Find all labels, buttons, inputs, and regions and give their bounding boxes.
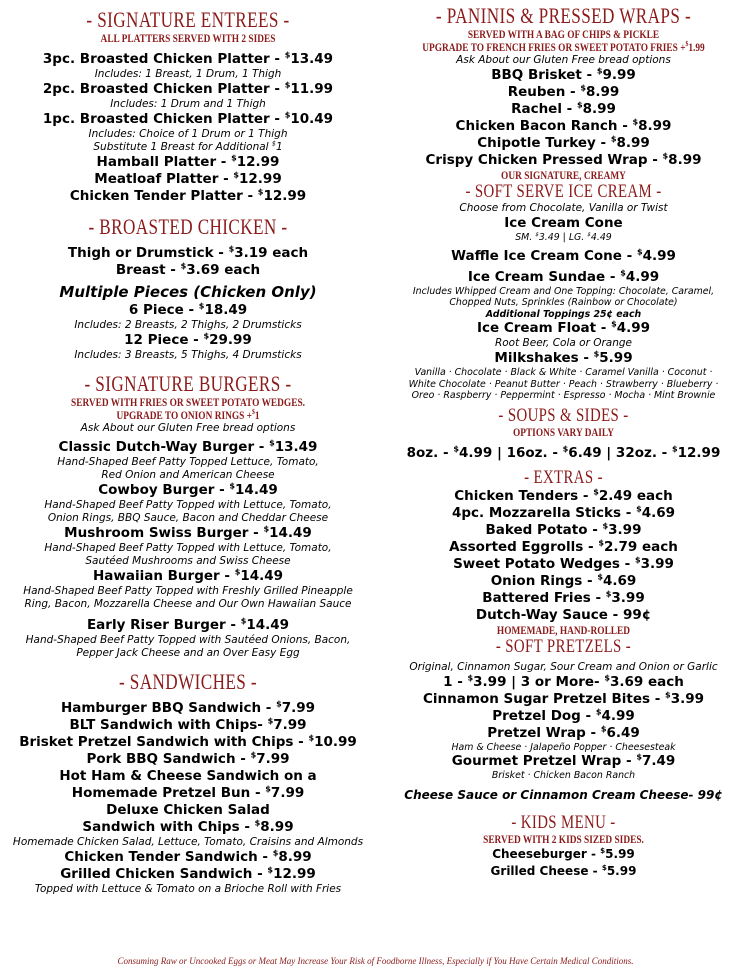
menu-item: Chicken Bacon Ranch - $8.99: [455, 116, 672, 134]
menu-item: Pretzel Wrap - $6.49: [487, 723, 640, 741]
section-title-soft-pretzels: - SOFT PRETZELS -: [417, 637, 710, 657]
menu-item: Early Riser Burger - $14.49: [86, 615, 290, 633]
menu-item: Cowboy Burger - $14.49: [98, 480, 278, 498]
section-title-signature-entrees: - SIGNATURE ENTREES -: [41, 8, 334, 32]
section-subtitle: SERVED WITH A BAG OF CHIPS & PICKLE: [467, 27, 660, 41]
menu-item: 12 Piece - $29.99: [124, 330, 252, 348]
item-description: Includes: 1 Drum and 1 Thigh: [110, 98, 266, 110]
menu-item: Onion Rings - $4.69: [490, 571, 637, 589]
menu-item: Meatloaf Platter - $12.99: [94, 169, 282, 187]
menu-item: Cheese Sauce or Cinnamon Cream Cheese- 99¢: [404, 787, 723, 802]
item-description: Includes: Choice of 1 Drum or 1 Thigh: [88, 128, 288, 140]
item-description: Additional Toppings 25¢ each: [485, 308, 642, 320]
item-description: Chopped Nuts, Sprinkles (Rainbow or Chocolate): [449, 297, 678, 308]
menu-item: Cheeseburger - $5.99: [492, 845, 635, 861]
menu-item: Milkshakes - $5.99: [494, 348, 633, 366]
menu-item: Grilled Cheese - $5.99: [490, 862, 637, 878]
item-description: Includes: 1 Breast, 1 Drum, 1 Thigh: [94, 68, 282, 80]
section-title-signature-burgers: - SIGNATURE BURGERS -: [41, 372, 334, 396]
menu-item: Chipotle Turkey - $8.99: [477, 133, 650, 151]
menu-item: Crispy Chicken Pressed Wrap - $8.99: [425, 150, 702, 168]
section-title-ice-cream: - SOFT SERVE ICE CREAM -: [417, 182, 710, 202]
menu-item: Hawaiian Burger - $14.49: [92, 566, 284, 584]
item-description: White Chocolate · Peanut Butter · Peach · Strawberry · Blueberry ·: [408, 378, 719, 390]
menu-item: Reuben - $8.99: [507, 82, 620, 100]
menu-item: Baked Potato - $3.99: [485, 520, 642, 538]
item-description: Hand-Shaped Beef Patty Topped with Lettuce, Tomato,: [44, 499, 332, 511]
item-description: Vanilla · Chocolate · Black & White · Caramel Vanilla · Coconut ·: [414, 367, 713, 378]
menu-item: Grilled Chicken Sandwich - $12.99: [60, 864, 316, 882]
menu-item: Chicken Tenders - $2.49 each: [454, 486, 673, 504]
menu-item: Battered Fries - $3.99: [482, 588, 645, 606]
section-note: Ask About our Gluten Free bread options: [80, 422, 296, 434]
item-description: Pepper Jack Cheese and an Over Easy Egg: [76, 647, 300, 659]
menu-item: Mushroom Swiss Burger - $14.49: [64, 523, 312, 541]
section-title-sandwiches: - SANDWICHES -: [41, 670, 334, 694]
item-description: Topped with Lettuce & Tomato on a Brioche Roll with Fries: [34, 883, 342, 895]
menu-item: Hot Ham & Cheese Sandwich on a: [59, 768, 317, 784]
item-description: Hand-Shaped Beef Patty Topped with Freshly Grilled Pineapple: [23, 585, 353, 597]
menu-item: 2pc. Broasted Chicken Platter - $11.99: [42, 79, 334, 97]
menu-item: Rachel - $8.99: [511, 99, 616, 117]
menu-item: Pretzel Dog - $4.99: [492, 706, 635, 724]
section-title-paninis: - PANINIS & PRESSED WRAPS -: [417, 4, 710, 28]
menu-item: Waffle Ice Cream Cone - $4.99: [451, 246, 676, 264]
item-description: Sautéed Mushrooms and Swiss Cheese: [85, 555, 291, 567]
item-description: Root Beer, Cola or Orange: [494, 337, 633, 349]
menu-item: Thigh or Drumstick - $3.19 each: [67, 243, 309, 261]
section-subtitle: ALL PLATTERS SERVED WITH 2 SIDES: [100, 31, 276, 45]
menu-item: Breast - $3.69 each: [115, 260, 261, 278]
item-description: Substitute 1 Breast for Additional $1: [93, 140, 283, 153]
section-subtitle: SERVED WITH 2 KIDS SIZED SIDES.: [483, 831, 644, 846]
health-disclaimer: Consuming Raw or Uncooked Eggs or Meat May Increase Your Risk of Foodborne Illness, Especially if You Have Certain Medical Conditions.: [117, 956, 634, 966]
item-description: Hand-Shaped Beef Patty Topped Lettuce, Tomato,: [57, 456, 319, 468]
item-description: Red Onion and American Cheese: [101, 469, 275, 481]
section-subtitle: OPTIONS VARY DAILY: [512, 424, 615, 439]
right-column: [376, 0, 751, 880]
menu-item: 1 - $3.99 | 3 or More- $3.69 each: [443, 672, 684, 690]
menu-item: Gourmet Pretzel Wrap - $7.49: [451, 751, 676, 769]
section-pretitle: HOMEMADE, HAND-ROLLED: [496, 622, 631, 637]
menu-item: Cinnamon Sugar Pretzel Bites - $3.99: [422, 689, 704, 707]
section-subtitle: SERVED WITH FRIES OR SWEET POTATO WEDGES.: [71, 395, 305, 409]
menu-item: Brisket Pretzel Sandwich with Chips - $10.99: [19, 732, 357, 750]
item-description: Hand-Shaped Beef Patty Topped with Lettuce, Tomato,: [44, 542, 332, 554]
menu-item: Pork BBQ Sandwich - $7.99: [86, 749, 290, 767]
menu-item: 6 Piece - $18.49: [128, 300, 248, 318]
item-description: Brisket · Chicken Bacon Ranch: [491, 770, 636, 781]
item-description: Includes Whipped Cream and One Topping: Chocolate, Caramel,: [412, 285, 715, 297]
menu-item: Chicken Tender Sandwich - $8.99: [64, 847, 312, 865]
section-title-broasted-chicken: - BROASTED CHICKEN -: [41, 215, 334, 239]
item-description: Hand-Shaped Beef Patty Topped with Sautéed Onions, Bacon,: [25, 634, 351, 646]
section-note: Original, Cinnamon Sugar, Sour Cream and Onion or Garlic: [409, 660, 718, 673]
menu-item: Ice Cream Cone: [504, 215, 623, 231]
section-title-kids-menu: - KIDS MENU -: [417, 813, 710, 833]
menu-item: Deluxe Chicken Salad: [106, 802, 270, 818]
menu-item: Dutch-Way Sauce - 99¢: [475, 606, 652, 623]
menu-item: 4pc. Mozzarella Sticks - $4.69: [451, 503, 676, 521]
item-description: Ring, Bacon, Mozzarella Cheese and Our Own Hawaiian Sauce: [24, 598, 352, 610]
section-pretitle: OUR SIGNATURE, CREAMY: [501, 168, 626, 182]
menu-item: 1pc. Broasted Chicken Platter - $10.49: [42, 109, 334, 127]
section-title-soups-sides: - SOUPS & SIDES -: [417, 406, 710, 426]
item-description: Ham & Cheese · Jalapeño Popper · Cheesesteak: [451, 741, 676, 753]
menu-item: Sandwich with Chips - $8.99: [82, 817, 294, 835]
menu-item: Chicken Tender Platter - $12.99: [69, 186, 307, 204]
section-note: Ask About our Gluten Free bread options: [456, 54, 671, 66]
menu-item: Ice Cream Sundae - $4.99: [467, 267, 660, 285]
menu-item: Ice Cream Float - $4.99: [476, 318, 651, 336]
menu-item: Assorted Eggrolls - $2.79 each: [449, 537, 678, 555]
item-description: SM. $3.49 | LG. $4.49: [515, 231, 612, 243]
menu-item: Classic Dutch-Way Burger - $13.49: [58, 437, 318, 455]
menu-item: Sweet Potato Wedges - $3.99: [453, 554, 674, 572]
menu-item: Hamball Platter - $12.99: [96, 152, 280, 170]
item-description: Includes: 3 Breasts, 5 Thighs, 4 Drumsticks: [74, 349, 302, 361]
section-subtitle: UPGRADE TO ONION RINGS +$1: [116, 408, 260, 422]
menu-item: 8oz. - $4.99 | 16oz. - $6.49 | 32oz. - $12.99: [406, 443, 721, 461]
section-subtitle: UPGRADE TO FRENCH FRIES OR SWEET POTATO FRIES +$1.99: [422, 40, 705, 54]
menu-item: BLT Sandwich with Chips- $7.99: [69, 715, 307, 733]
section-note: Choose from Chocolate, Vanilla or Twist: [459, 202, 668, 214]
menu-item: BBQ Brisket - $9.99: [491, 65, 636, 83]
item-description: Homemade Chicken Salad, Lettuce, Tomato, Craisins and Almonds: [12, 836, 364, 848]
menu-item: Hamburger BBQ Sandwich - $7.99: [60, 698, 316, 716]
menu-item: 3pc. Broasted Chicken Platter - $13.49: [42, 49, 334, 67]
item-description: Includes: 2 Breasts, 2 Thighs, 2 Drumsticks: [74, 319, 302, 331]
multi-pieces-title: Multiple Pieces (Chicken Only): [59, 283, 317, 301]
item-description: Oreo · Raspberry · Peppermint · Espresso · Mocha · Mint Brownie: [411, 390, 716, 401]
left-column: [0, 0, 376, 896]
section-title-extras: - EXTRAS -: [417, 468, 710, 488]
menu-item: Homemade Pretzel Bun - $7.99: [71, 783, 305, 801]
item-description: Onion Rings, BBQ Sauce, Bacon and Cheddar Cheese: [47, 512, 329, 524]
